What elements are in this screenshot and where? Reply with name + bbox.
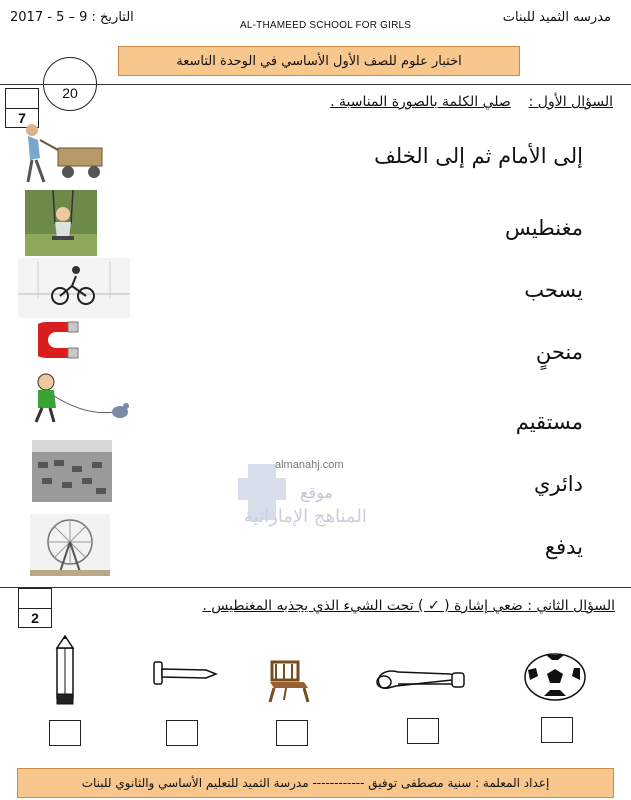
pull-toy-picture [24,368,134,428]
checkbox-pencil[interactable] [49,720,81,746]
question1-title [330,94,613,110]
word-curved: منحنٍ [535,340,583,364]
magnet-picture [38,316,88,364]
soccer-ball-picture [522,652,588,706]
chair-picture [264,660,314,708]
total-score-circle: 20 [43,57,97,111]
word-forward-backward: إلى الأمام ثم إلى الخلف [374,144,583,168]
cart-push-picture [18,120,108,186]
question1-score: 7 [18,110,26,126]
checkbox-safety-pin[interactable] [407,718,439,744]
exam-title: اختبار علوم للصف الأول الأساسي في الوحدة التاسعة [118,46,520,76]
bicycle-picture [18,258,130,318]
footer-credits: إعداد المعلمة : سنية مصطفى توفيق ------------ مدرسة الثميد للتعليم الأساسي والثانوي للبنات [17,768,614,798]
checkbox-soccer-ball[interactable] [541,717,573,743]
swing-picture [25,190,97,256]
word-straight: مستقيم [515,410,583,434]
word-pull: يسحب [524,278,583,302]
checkbox-chair[interactable] [276,720,308,746]
school-name-english: AL-THAMEED SCHOOL FOR GIRLS [240,20,412,31]
svg-text:موقع: موقع [300,483,333,502]
question2-score: 2 [31,610,39,626]
ferris-wheel-picture [30,514,110,576]
nail-picture [148,660,220,694]
question1-title-body: صلي الكلمة بالصورة المناسبة . [330,94,511,110]
watermark-site: almanahj.com [275,459,344,471]
question-divider [0,587,631,588]
question2-score-box [18,588,52,628]
word-circular: دائري [533,472,583,496]
svg-text:المناهج الإماراتية: المناهج الإماراتية [244,506,367,527]
word-push: يدفع [544,535,583,559]
checkbox-nail[interactable] [166,720,198,746]
question1-title-prefix: السؤال الأول : [528,94,613,110]
school-name-arabic: مدرسه الثميد للبنات [502,10,611,25]
question2-title: السؤال الثاني : ضعي إشارة ( ✓ ) تحت الشيء الذي يجذبه المغنطيس . [202,598,615,614]
pencil-picture [50,634,80,710]
word-magnet: مغنطيس [504,216,583,240]
header-divider [0,84,631,85]
exam-date: التاريخ : 9 – 5 - 2017 [10,10,134,25]
safety-pin-picture [372,662,468,702]
highway-picture [32,440,112,502]
